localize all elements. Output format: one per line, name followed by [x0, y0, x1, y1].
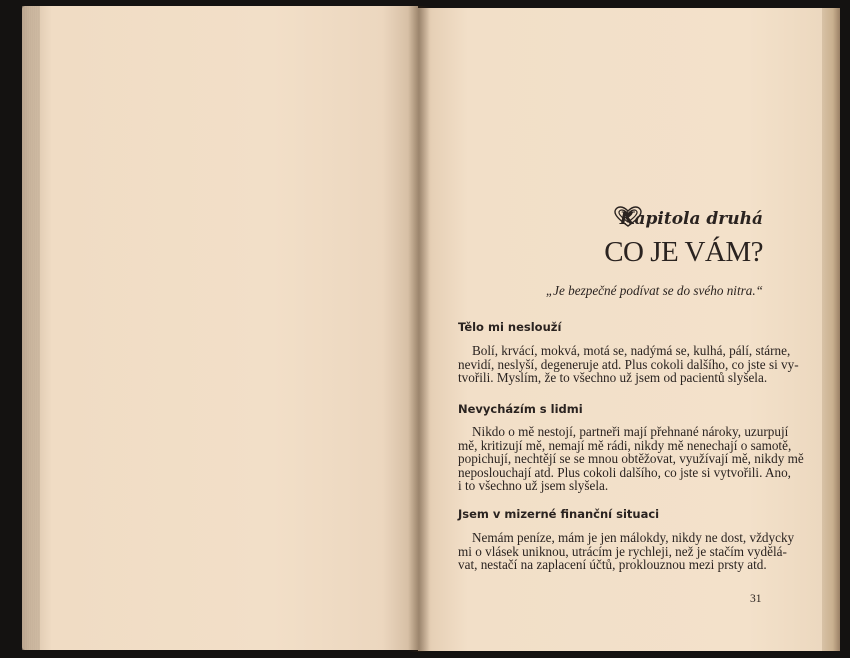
paragraph-line: nevidí, neslyší, degeneruje atd. Plus cokoli dalšího, co jste si vy- [458, 356, 799, 372]
section-paragraph [458, 530, 795, 573]
section-heading: Tělo mi neslouží [458, 320, 562, 334]
left-page [22, 6, 418, 650]
right-page-edges [822, 8, 840, 651]
paragraph-line: Nemám peníze, mám je jen málokdy, nikdy ne dost, vždycky [472, 530, 795, 545]
section-heading: Nevycházím s lidmi [458, 402, 583, 416]
paragraph-line: i to všechno už jsem slyšela. [458, 478, 609, 494]
paragraph-line: Nikdo o mě nestojí, partneři mají přehnané nároky, uzurpují [472, 424, 789, 439]
section-heading: Jsem v mizerné finanční situaci [458, 507, 660, 521]
section-paragraph [458, 424, 804, 494]
paragraph-line: popichují, nechtějí se se mnou obtěžovat, využívají mě, nikdy mě [458, 451, 804, 467]
paragraph-line: vat, nestačí na zaplacení účtů, proklouznou mezi prsty atd. [458, 557, 767, 573]
section-paragraph [458, 343, 799, 386]
chapter-title: CO JE VÁM? [604, 236, 763, 268]
paragraph-line: mě, kritizují mě, nemají mě rádi, nikdy mě nenechají o samotě, [458, 437, 792, 453]
chapter-motto: „Je bezpečné podívat se do svého nitra.“ [545, 283, 763, 298]
chapter-label: Kapitola druhá [619, 209, 763, 229]
page-number: 31 [750, 593, 762, 605]
paragraph-line: mi o vlásek uniknou, utrácím je rychleji, než je stačím vydělá- [458, 543, 787, 559]
paragraph-line: neposlouchají atd. Plus cokoli dalšího, co jste si vytvořili. Ano, [458, 464, 791, 480]
paragraph-line: tvořili. Myslím, že to všechno už jsem od pacientů slyšela. [458, 370, 768, 386]
book-gutter [408, 6, 430, 652]
left-page-edges [22, 6, 40, 650]
paragraph-line: Bolí, krvácí, mokvá, motá se, nadýmá se, kulhá, pálí, stárne, [472, 343, 791, 358]
